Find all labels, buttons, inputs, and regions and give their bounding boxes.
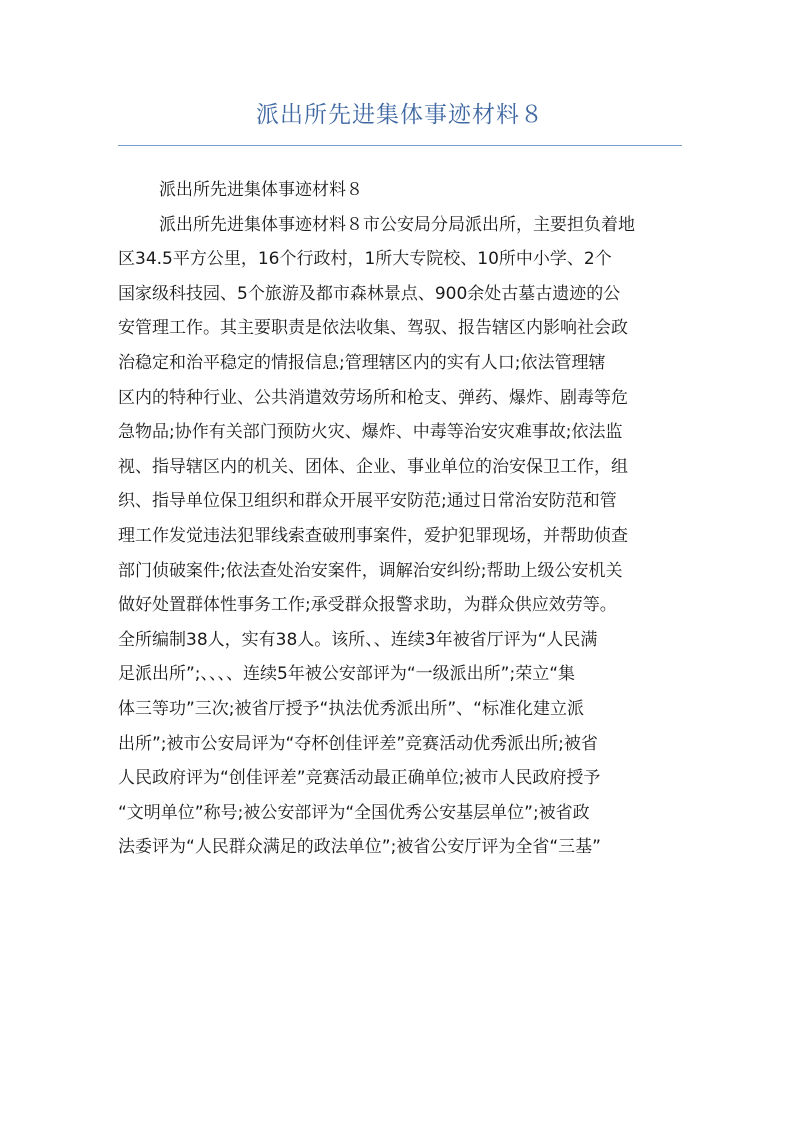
body-line: 全所编制38人，实有38人。该所、、连续3年被省厅评为“人民满 (118, 629, 598, 650)
body-line: 体三等功”三次;被省厅授予“执法优秀派出所”、“标准化建立派 (118, 698, 584, 719)
body-line: 安管理工作。其主要职责是依法收集、驾驭、报告辖区内影响社会政 (118, 318, 628, 339)
body-line: 法委评为“人民群众满足的政法单位”;被省公安厅评为全省“三基” (118, 837, 601, 858)
body-line: 视、指导辖区内的机关、团体、企业、事业单位的治安保卫工作，组 (118, 456, 628, 477)
body-line: 织、指导单位保卫组织和群众开展平安防范;通过日常治安防范和管 (118, 491, 617, 512)
body-line: 国家级科技园、5个旅游及都市森林景点、900余处古墓古遗迹的公 (118, 283, 621, 304)
body-line: 理工作发觉违法犯罪线索查破刑事案件，爱护犯罪现场，并帮助侦查 (118, 525, 628, 546)
document-title: 派出所先进集体事迹材料８ (256, 102, 544, 128)
title-divider (118, 145, 682, 146)
subtitle-line: 派出所先进集体事迹材料８ (159, 180, 363, 200)
body-line: 治稳定和治平稳定的情报信息;管理辖区内的实有人口;依法管理辖 (118, 352, 606, 373)
document-body (118, 173, 682, 865)
body-line: 派出所先进集体事迹材料８市公安局分局派出所，主要担负着地 (159, 214, 635, 235)
body-line: 人民政府评为“创佳评差”竞赛活动最正确单位;被市人民政府授予 (118, 768, 601, 789)
body-line: “文明单位”称号;被公安部评为“全国优秀公安基层单位”;被省政 (118, 802, 590, 823)
body-line: 部门侦破案件;依法查处治安案件，调解治安纠纷;帮助上级公安机关 (118, 560, 623, 581)
body-line: 区内的特种行业、公共消遣效劳场所和枪支、弹药、爆炸、剧毒等危 (118, 387, 628, 408)
body-line: 出所”;被市公安局评为“夺杯创佳评差”竞赛活动优秀派出所;被省 (118, 733, 598, 754)
body-line: 做好处置群体性事务工作;承受群众报警求助，为群众供应效劳等。 (118, 595, 617, 616)
body-line: 急物品;协作有关部门预防火灾、爆炸、中毒等治安灾难事故;依法监 (118, 422, 623, 443)
body-line: 区34.5平方公里，16个行政村，1所大专院校、10所中小学、2个 (118, 249, 612, 270)
body-line: 足派出所”;、、、、连续5年被公安部评为“一级派出所”;荣立“集 (118, 664, 575, 685)
